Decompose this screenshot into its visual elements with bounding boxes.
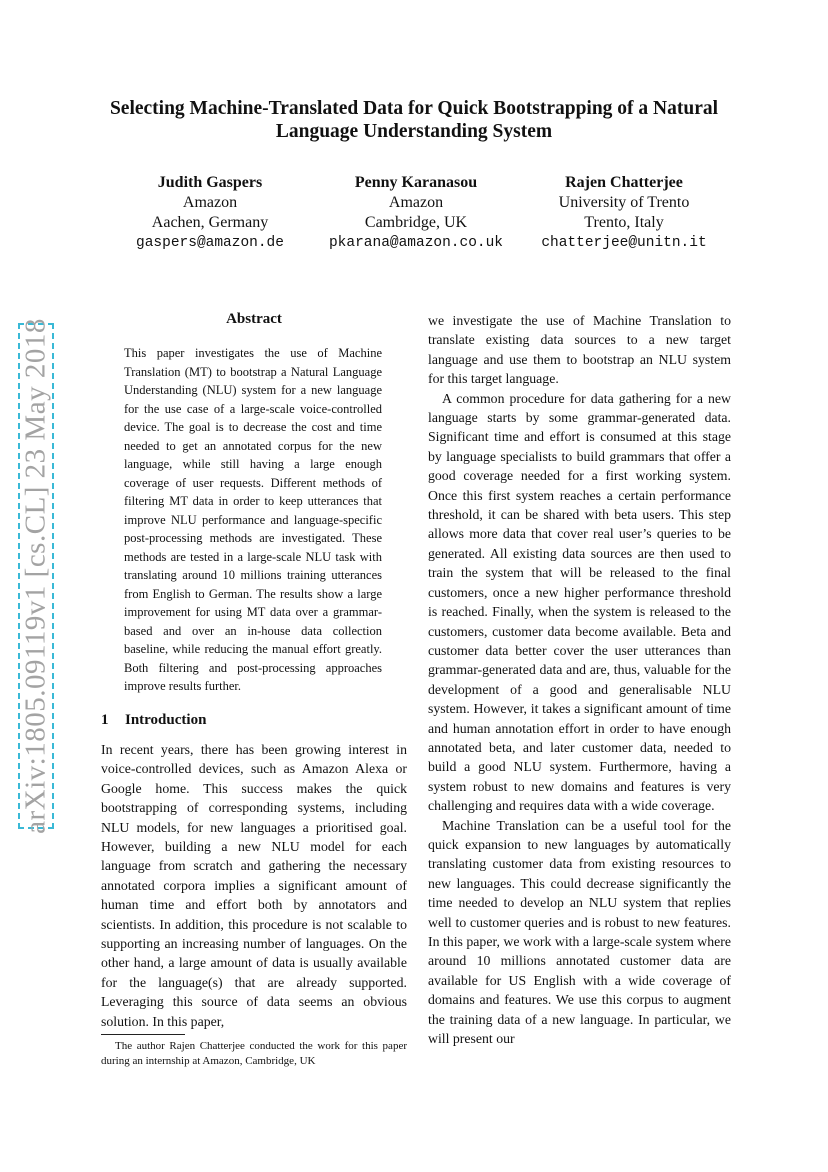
title-line-1: Selecting Machine-Translated Data for Quick Bootstrapping of a Natural [109, 98, 719, 119]
author-email[interactable]: pkarana@amazon.co.uk [328, 235, 504, 251]
abstract-text: This paper investigates the use of Machine Translation (MT) to bootstrap a Natural Language Understanding (NLU) system for a new language for the use case of a large-scale voice-controlled device. The goal is to decrease the cost and time needed to get an annotated corpus for the new language, while still having a large enough coverage of user requests. Different methods of filtering MT data in order to keep utterances that improve NLU performance and language-specific post-processing methods are investigated. These methods are tested in a large-scale NLU task with translating around 10 millions training utterances from English to German. The results show a large improvement for using MT data over a grammar-based and over an in-house data collection baseline, while reducing the manual effort greatly. Both filtering and post-processing approaches improve results further. [124, 346, 382, 693]
paragraph: A common procedure for data gathering for a new language starts by some grammar-generated data. Significant time and effort is consumed at this stage by language specialists to build grammars that offer a good coverage needed for a first working system. Once this first system reaches a certain performance threshold, it can be shared with beta users. This step allows more data that cover real user’s queries to be generated. All existing data sources are then used to train the system that will be released to the final customers, once a new higher performance threshold is reached. Finally, when the system is released to the customers, customer data become available. Beta and customer data better cover the user utterances than grammar-generated data and are, thus, valuable for the development of a good and generalisable NLU system. However, it takes a significant amount of time and human annotation effort in order to have enough annotated beta, and later customer data, needed to build a good NLU system. Furthermore, having a system robust to new domains and features is very challenging and requires data with a wide coverage. [428, 390, 731, 814]
section-number: 1 [101, 712, 109, 728]
author-name: Judith Gaspers [157, 174, 263, 191]
paragraph: we investigate the use of Machine Translation to translate existing data sources to a new target language and use them to bootstrap an NLU system for this target language. [428, 313, 731, 387]
footnote-divider [101, 1034, 185, 1035]
intro-right-column [428, 311, 731, 1048]
paragraph: Machine Translation can be a useful tool for the quick expansion to new languages by automatically translating customer data from existing resources to new languages. This could decrease significantly the time needed to develop an NLU system that replies well to customer queries and is robust to new features. In this paper, we work with a large-scale system where around 10 millions annotated customer data are available for US English with a wide coverage of domains and features. We use this corpus to augment the training data of a new language. In particular, we will present our [428, 817, 731, 1047]
author-affiliation: Amazon [182, 194, 238, 211]
footnote-text: The author Rajen Chatterjee conducted the work for this paper during an internship at Amazon, Cambridge, UK [101, 1040, 407, 1067]
author-email[interactable]: gaspers@amazon.de [136, 235, 284, 251]
title-line-2: Language Understanding System [275, 121, 553, 142]
section-heading [101, 712, 206, 729]
author-name: Penny Karanasou [354, 174, 478, 191]
author-email[interactable]: chatterjee@unitn.it [541, 235, 707, 251]
author-affiliation: Amazon [388, 194, 444, 211]
intro-left-column: In recent years, there has been growing interest in voice-controlled devices, such as Amazon Alexa or Google home. This success makes the quick bootstrapping of corresponding systems, including NLU models, for new languages a prioritised goal. However, building a new NLU model for each language from scratch and gathering the necessary annotated corpora implies a significant amount of human time and effort both by annotators and scientists. In addition, this procedure is not scalable to supporting an increasing number of languages. On the other hand, a large amount of data is usually available for the language(s) that are already supported. Leveraging this source of data seems an obvious solution. In this paper, [101, 742, 407, 1029]
author-location: Cambridge, UK [364, 214, 468, 231]
author-location: Trento, Italy [584, 214, 664, 231]
paper-title [90, 97, 738, 143]
abstract-heading: Abstract [226, 311, 282, 327]
author-block-3 [494, 173, 754, 253]
arxiv-stamp [18, 318, 54, 834]
author-location: Aachen, Germany [151, 214, 269, 231]
author-affiliation: University of Trento [558, 194, 690, 211]
section-title: Introduction [125, 712, 207, 728]
footnote [101, 1039, 407, 1069]
arxiv-identifier: arXiv:1805.09119v1 [cs.CL] 23 May 2018 [19, 318, 52, 834]
author-name: Rajen Chatterjee [565, 174, 683, 191]
